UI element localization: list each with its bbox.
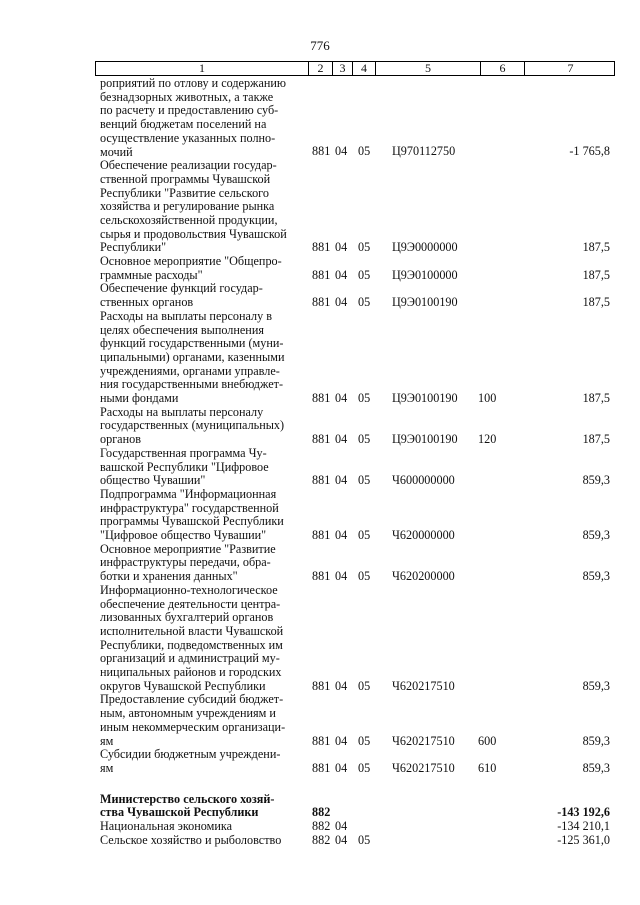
row-subsection-code: 05 bbox=[358, 295, 371, 310]
row-name bbox=[100, 834, 303, 848]
row-name-line: общество Чувашии" bbox=[100, 473, 206, 488]
row-subsection-code: 05 bbox=[358, 473, 371, 488]
row-target-code: Ч620200000 bbox=[392, 569, 455, 584]
row-subsection-code: 05 bbox=[358, 678, 371, 693]
row-section-code: 04 bbox=[335, 569, 348, 584]
row-name bbox=[100, 693, 303, 748]
table-row bbox=[0, 584, 640, 694]
row-name-line: ными фондами bbox=[100, 391, 179, 406]
table-row bbox=[0, 820, 640, 834]
row-section-code: 04 bbox=[335, 760, 348, 775]
row-name-line: роприятий по отлову и содержанию bbox=[100, 76, 287, 90]
row-name-line: Сельское хозяйство и рыболовство bbox=[100, 832, 282, 847]
row-admin-code: 882 bbox=[312, 805, 331, 820]
table-body bbox=[0, 77, 640, 847]
header-col-1: 1 bbox=[96, 62, 309, 75]
row-name-line: Расходы на выплаты персоналу bbox=[100, 404, 264, 419]
row-target-code: Ц970112750 bbox=[392, 144, 456, 159]
table-row bbox=[0, 310, 640, 406]
row-name-line: ботки и хранения данных" bbox=[100, 569, 238, 584]
row-name-line: Основное мероприятие "Общепро- bbox=[100, 254, 282, 269]
row-amount: 859,3 bbox=[582, 760, 610, 775]
row-name-line: лизованных бухгалтерий органов bbox=[100, 610, 274, 625]
row-name-line: венций бюджетам поселений на bbox=[100, 117, 267, 132]
row-amount: 187,5 bbox=[582, 240, 610, 255]
row-subsection-code: 05 bbox=[358, 569, 371, 584]
row-target-code: Ч620217510 bbox=[392, 733, 455, 748]
row-amount: 859,3 bbox=[582, 678, 610, 693]
row-target-code: Ч600000000 bbox=[392, 473, 455, 488]
row-name-line: Республики, подведомственных им bbox=[100, 637, 283, 652]
row-name-line: сырья и продовольствия Чувашской bbox=[100, 226, 287, 241]
row-target-code: Ц9Э0100190 bbox=[392, 432, 458, 447]
row-name bbox=[100, 310, 303, 406]
row-admin-code: 881 bbox=[312, 391, 331, 406]
row-name-line: Обеспечение функций государ- bbox=[100, 281, 263, 296]
row-admin-code: 881 bbox=[312, 760, 331, 775]
table-header bbox=[95, 61, 615, 76]
header-col-5: 5 bbox=[376, 62, 481, 75]
row-section-code: 04 bbox=[335, 733, 348, 748]
row-name-line: вашской Республики "Цифровое bbox=[100, 459, 269, 474]
row-amount: 859,3 bbox=[582, 569, 610, 584]
row-admin-code: 881 bbox=[312, 240, 331, 255]
row-subsection-code: 05 bbox=[358, 760, 371, 775]
row-subsection-code: 05 bbox=[358, 267, 371, 282]
row-amount: -1 765,8 bbox=[569, 144, 610, 159]
row-name bbox=[100, 748, 303, 775]
row-name-line: Основное мероприятие "Развитие bbox=[100, 541, 276, 556]
row-name-line: Субсидии бюджетным учреждени- bbox=[100, 747, 281, 762]
header-col-3: 3 bbox=[333, 62, 353, 75]
row-name-line: ям bbox=[100, 760, 114, 775]
row-name-line: инфраструктуры передачи, обра- bbox=[100, 555, 271, 570]
row-name-line: инфраструктура" государственной bbox=[100, 500, 279, 515]
row-name-line: граммные расходы" bbox=[100, 267, 203, 282]
row-amount: 187,5 bbox=[582, 295, 610, 310]
row-name-line: Обеспечение реализации государ- bbox=[100, 158, 277, 173]
row-admin-code: 881 bbox=[312, 678, 331, 693]
row-subsection-code: 05 bbox=[358, 391, 371, 406]
row-name-line: государственных (муниципальных) bbox=[100, 418, 285, 433]
row-expense-type: 100 bbox=[478, 391, 497, 406]
row-name-line: ципальными) органами, казенными bbox=[100, 349, 285, 364]
row-name bbox=[100, 406, 303, 447]
row-admin-code: 881 bbox=[312, 267, 331, 282]
row-name-line: ния государственными внебюджет- bbox=[100, 377, 284, 392]
row-section-code: 04 bbox=[335, 818, 348, 833]
row-name-line: иным некоммерческим организаци- bbox=[100, 719, 286, 734]
row-amount: 859,3 bbox=[582, 733, 610, 748]
row-admin-code: 881 bbox=[312, 528, 331, 543]
table-row bbox=[0, 447, 640, 488]
row-name bbox=[100, 543, 303, 584]
row-section-code: 04 bbox=[335, 295, 348, 310]
row-name bbox=[100, 488, 303, 543]
row-admin-code: 881 bbox=[312, 733, 331, 748]
row-name-line: Предоставление субсидий бюджет- bbox=[100, 692, 284, 707]
row-amount: 187,5 bbox=[582, 391, 610, 406]
table-row bbox=[0, 834, 640, 848]
row-target-code: Ч620217510 bbox=[392, 760, 455, 775]
page-number: 776 bbox=[310, 38, 330, 53]
row-target-code: Ц9Э0100190 bbox=[392, 295, 458, 310]
row-amount: 187,5 bbox=[582, 432, 610, 447]
row-section-code: 04 bbox=[335, 678, 348, 693]
row-name bbox=[100, 820, 303, 834]
row-amount: 187,5 bbox=[582, 267, 610, 282]
row-name-line: ям bbox=[100, 733, 114, 748]
row-name-line: ниципальных районов и городских bbox=[100, 665, 282, 680]
row-section-code: 04 bbox=[335, 832, 348, 847]
row-subsection-code: 05 bbox=[358, 432, 371, 447]
row-name-line: организаций и администраций му- bbox=[100, 651, 280, 666]
row-section-code: 04 bbox=[335, 391, 348, 406]
row-name bbox=[100, 793, 303, 820]
row-name-line: округов Чувашской Республики bbox=[100, 678, 266, 693]
row-name-line: целях обеспечения выполнения bbox=[100, 322, 264, 337]
row-name-line: обеспечение деятельности центра- bbox=[100, 596, 281, 611]
row-admin-code: 881 bbox=[312, 295, 331, 310]
row-name-line: Информационно-технологическое bbox=[100, 582, 278, 597]
row-admin-code: 881 bbox=[312, 569, 331, 584]
header-col-7: 7 bbox=[567, 61, 574, 75]
row-name-line: хозяйства и регулирование рынка bbox=[100, 199, 275, 214]
row-name bbox=[100, 447, 303, 488]
row-admin-code: 881 bbox=[312, 144, 331, 159]
row-name bbox=[100, 282, 303, 309]
row-name-line: программы Чувашской Республики bbox=[100, 514, 284, 529]
header-col-2: 2 bbox=[309, 62, 333, 75]
row-admin-code: 882 bbox=[312, 818, 331, 833]
row-expense-type: 120 bbox=[478, 432, 497, 447]
row-name bbox=[100, 77, 303, 159]
table-row bbox=[0, 748, 640, 775]
row-name-line: ным, автономным учреждениям и bbox=[100, 706, 276, 721]
row-section-code: 04 bbox=[335, 240, 348, 255]
row-amount: -143 192,6 bbox=[557, 805, 610, 820]
row-name-line: функций государственными (муни- bbox=[100, 336, 284, 351]
row-name-line: Государственная программа Чу- bbox=[100, 445, 267, 460]
row-name-line: Министерство сельского хозяй- bbox=[100, 791, 275, 806]
row-name bbox=[100, 255, 303, 282]
row-name-line: по расчету и предоставлению суб- bbox=[100, 103, 279, 118]
table-row bbox=[0, 159, 640, 255]
row-name-line: органов bbox=[100, 432, 141, 447]
row-section-code: 04 bbox=[335, 528, 348, 543]
row-expense-type: 610 bbox=[478, 760, 497, 775]
row-subsection-code: 05 bbox=[358, 733, 371, 748]
row-name-line: сельскохозяйственной продукции, bbox=[100, 213, 278, 227]
row-admin-code: 882 bbox=[312, 832, 331, 847]
row-admin-code: 881 bbox=[312, 432, 331, 447]
row-amount: -125 361,0 bbox=[557, 832, 610, 847]
header-col-6: 6 bbox=[481, 62, 525, 75]
row-section-code: 04 bbox=[335, 144, 348, 159]
row-section-code: 04 bbox=[335, 432, 348, 447]
row-target-code: Ч620217510 bbox=[392, 678, 455, 693]
row-amount: 859,3 bbox=[582, 473, 610, 488]
row-name-line: учреждениями, органами управле- bbox=[100, 363, 280, 378]
row-name-line: осуществление указанных полно- bbox=[100, 130, 276, 145]
header-col-4: 4 bbox=[353, 62, 376, 75]
row-name-line: Республики" bbox=[100, 240, 167, 255]
table-row bbox=[0, 488, 640, 543]
table-row bbox=[0, 693, 640, 748]
row-name bbox=[100, 584, 303, 694]
table-row bbox=[0, 77, 640, 159]
table-row bbox=[0, 406, 640, 447]
row-admin-code: 881 bbox=[312, 473, 331, 488]
row-name-line: ственных органов bbox=[100, 295, 194, 310]
row-name-line: мочий bbox=[100, 144, 133, 159]
row-subsection-code: 05 bbox=[358, 528, 371, 543]
row-target-code: Ц9Э0100190 bbox=[392, 391, 458, 406]
row-target-code: Ц9Э0000000 bbox=[392, 240, 458, 255]
row-name-line: Национальная экономика bbox=[100, 819, 233, 833]
row-subsection-code: 05 bbox=[358, 144, 371, 159]
row-amount: 859,3 bbox=[582, 528, 610, 543]
row-name-line: ства Чувашской Республики bbox=[100, 805, 259, 820]
table-row bbox=[0, 543, 640, 584]
row-name-line: Расходы на выплаты персоналу в bbox=[100, 308, 272, 323]
row-amount: -134 210,1 bbox=[557, 818, 610, 833]
table-row bbox=[0, 255, 640, 282]
table-row bbox=[0, 793, 640, 820]
row-section-code: 04 bbox=[335, 473, 348, 488]
row-name-line: исполнительной власти Чувашской bbox=[100, 623, 284, 638]
row-subsection-code: 05 bbox=[358, 832, 371, 847]
row-name-line: "Цифровое общество Чувашии" bbox=[100, 528, 267, 543]
row-name bbox=[100, 159, 303, 255]
row-name-line: ственной программы Чувашской bbox=[100, 171, 271, 186]
row-subsection-code: 05 bbox=[358, 240, 371, 255]
row-name-line: безнадзорных животных, а также bbox=[100, 89, 274, 104]
row-name-line: Подпрограмма "Информационная bbox=[100, 486, 277, 501]
row-name-line: Республики "Развитие сельского bbox=[100, 185, 269, 200]
row-target-code: Ц9Э0100000 bbox=[392, 267, 458, 282]
row-expense-type: 600 bbox=[478, 733, 497, 748]
row-target-code: Ч620000000 bbox=[392, 528, 455, 543]
table-row bbox=[0, 282, 640, 309]
row-section-code: 04 bbox=[335, 267, 348, 282]
